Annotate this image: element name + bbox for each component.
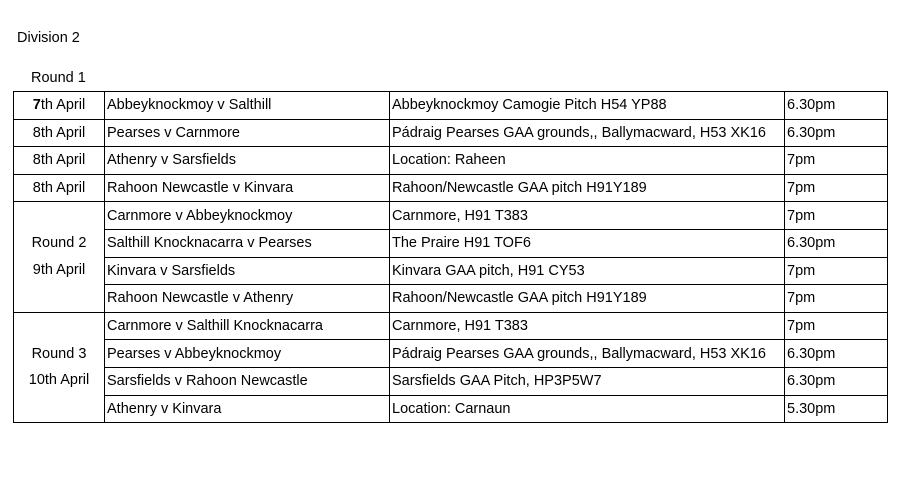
date-cell: 8th April [14,147,105,175]
time-cell: 7pm [785,312,888,340]
venue-cell: Rahoon/Newcastle GAA pitch H91Y189 [390,174,785,202]
time-cell: 7pm [785,257,888,285]
match-cell: Athenry v Kinvara [105,395,390,423]
time-cell: 6.30pm [785,229,888,257]
venue-cell: Carnmore, H91 T383 [390,312,785,340]
time-cell: 6.30pm [785,367,888,395]
table-row [14,340,888,368]
venue-cell: Location: Carnaun [390,395,785,423]
round2-date: 9th April [32,262,86,279]
match-cell: Athenry v Sarsfields [105,147,390,175]
match-cell: Carnmore v Abbeyknockmoy [105,202,390,230]
table-row [14,257,888,285]
venue-cell: The Praire H91 TOF6 [390,229,785,257]
table-row [14,285,888,313]
round3-date-cell [14,312,105,422]
fixtures-table [13,91,888,423]
venue-cell: Pádraig Pearses GAA grounds,, Ballymacward, H53 XK16 [390,119,785,147]
table-row [14,92,888,120]
round2-date-cell [14,202,105,312]
division-title: Division 2 [17,30,80,46]
venue-cell: Location: Raheen [390,147,785,175]
table-row [14,174,888,202]
match-cell: Pearses v Abbeyknockmoy [105,340,390,368]
venue-cell: Carnmore, H91 T383 [390,202,785,230]
match-cell: Pearses v Carnmore [105,119,390,147]
time-cell: 7pm [785,285,888,313]
date-cell: 8th April [14,174,105,202]
table-row [14,202,888,230]
time-cell: 6.30pm [785,92,888,120]
date-cell: 8th April [14,119,105,147]
venue-cell: Pádraig Pearses GAA grounds,, Ballymacward, H53 XK16 [390,340,785,368]
match-cell: Rahoon Newcastle v Kinvara [105,174,390,202]
round3-date: 10th April [28,372,90,389]
match-cell: Abbeyknockmoy v Salthill [105,92,390,120]
time-cell: 7pm [785,202,888,230]
venue-cell: Rahoon/Newcastle GAA pitch H91Y189 [390,285,785,313]
table-row [14,395,888,423]
time-cell: 5.30pm [785,395,888,423]
match-cell: Rahoon Newcastle v Athenry [105,285,390,313]
table-row [14,367,888,395]
table-row [14,229,888,257]
match-cell: Sarsfields v Rahoon Newcastle [105,367,390,395]
round1-label: Round 1 [31,70,86,86]
table-row [14,119,888,147]
time-cell: 6.30pm [785,119,888,147]
time-cell: 7pm [785,147,888,175]
date-cell: 7th April [14,92,105,120]
round3-label: Round 3 [31,345,87,362]
table-row [14,147,888,175]
venue-cell: Kinvara GAA pitch, H91 CY53 [390,257,785,285]
match-cell: Salthill Knocknacarra v Pearses [105,229,390,257]
table-row [14,312,888,340]
venue-cell: Sarsfields GAA Pitch, HP3P5W7 [390,367,785,395]
round2-label: Round 2 [31,235,87,252]
time-cell: 7pm [785,174,888,202]
match-cell: Kinvara v Sarsfields [105,257,390,285]
venue-cell: Abbeyknockmoy Camogie Pitch H54 YP88 [390,92,785,120]
time-cell: 6.30pm [785,340,888,368]
match-cell: Carnmore v Salthill Knocknacarra [105,312,390,340]
